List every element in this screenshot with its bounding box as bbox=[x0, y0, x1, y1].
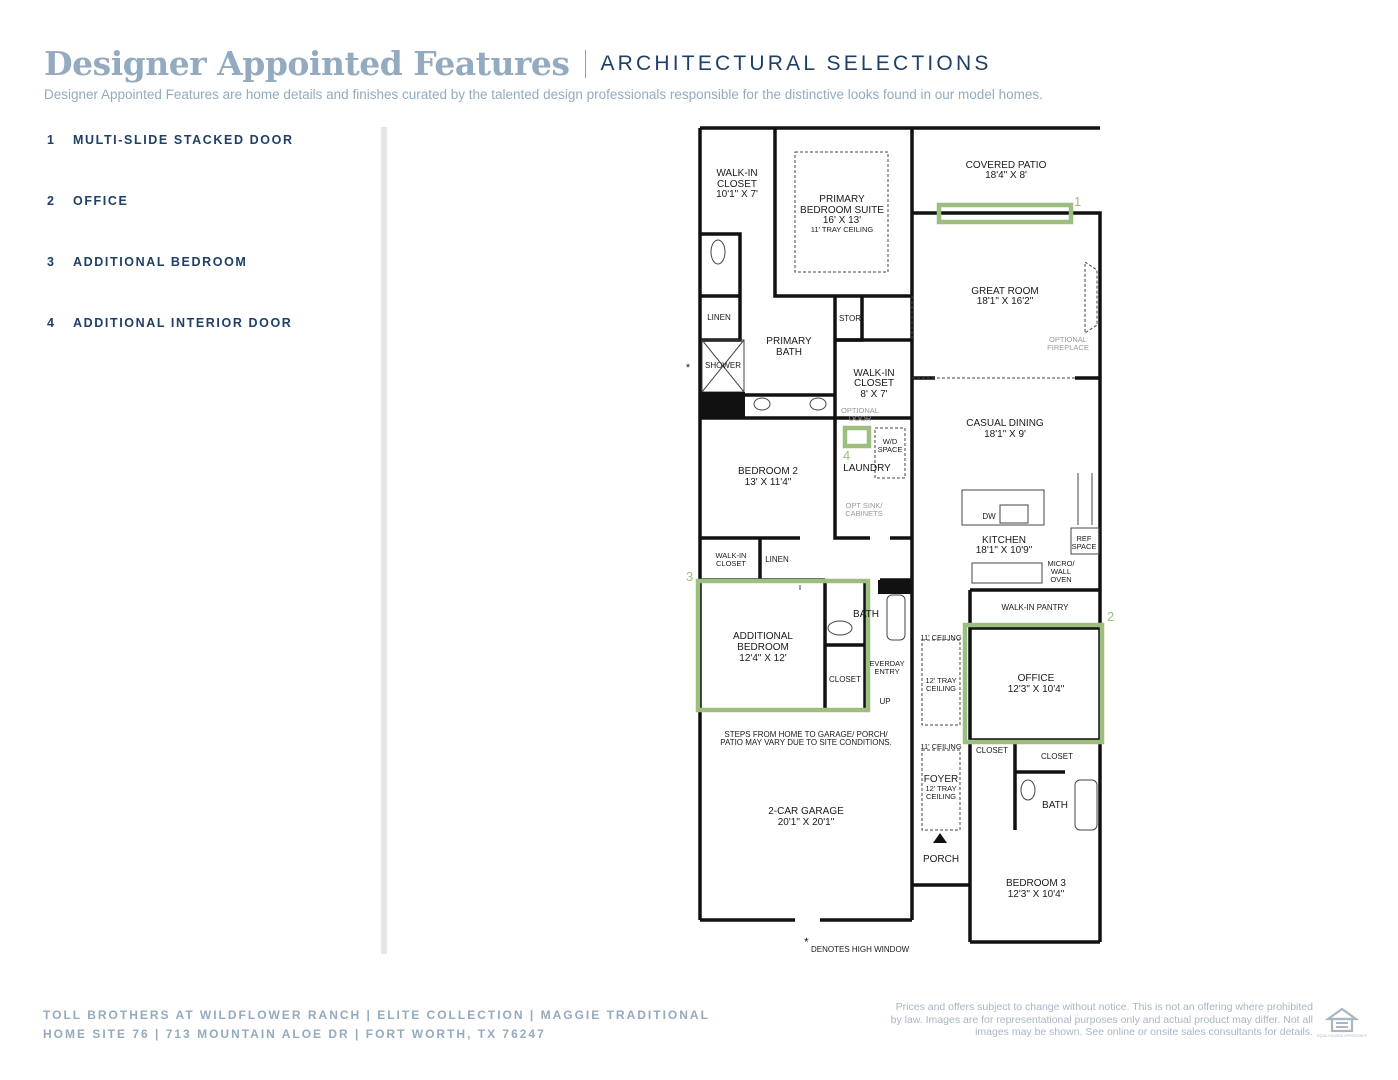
marker-4: 4 bbox=[843, 448, 851, 463]
room-label: 12'4" X 12' bbox=[739, 653, 787, 664]
room-label: COVERED PATIO bbox=[965, 160, 1047, 171]
title-separator bbox=[585, 50, 586, 78]
room-label: LINEN bbox=[707, 313, 731, 322]
room-label: PATIO MAY VARY DUE TO SITE CONDITIONS. bbox=[720, 738, 892, 747]
feature-list bbox=[47, 133, 294, 377]
room-label: CLOSET bbox=[1040, 752, 1074, 761]
room-label: 12' TRAY bbox=[925, 676, 957, 685]
room-label: CLOSET bbox=[828, 675, 862, 684]
footer-line-1: TOLL BROTHERS AT WILDFLOWER RANCH | ELITE COLLECTION | MAGGIE TRADITIONAL bbox=[43, 1008, 710, 1022]
room-label: WALK-IN PANTRY bbox=[1001, 603, 1069, 612]
room-label: 18'1" X 16'2" bbox=[976, 296, 1034, 307]
page-title: Designer Appointed Features bbox=[44, 44, 570, 83]
header bbox=[44, 44, 992, 83]
high-window-note: DENOTES HIGH WINDOW bbox=[811, 945, 910, 954]
room-label: 18'1" X 9' bbox=[984, 429, 1026, 440]
page-description: Designer Appointed Features are home details and finishes curated by the talented design professionals responsible for the distinctive looks found in our model homes. bbox=[44, 87, 1043, 102]
room-label: OPT SINK/ bbox=[845, 501, 883, 510]
footer-disclaimer: Prices and offers subject to change without notice. This is not an offering where prohibited by law. Images are for representational purposes only and actual product may differ. Not all images may be shown. See online or onsite sales consultants for details. bbox=[890, 1001, 1313, 1038]
plan-details bbox=[702, 152, 1099, 830]
feature-item bbox=[47, 194, 294, 255]
room-label: W/D bbox=[882, 437, 898, 446]
room-label: STEPS FROM HOME TO GARAGE/ PORCH/ bbox=[724, 730, 888, 739]
feature-number: 4 bbox=[47, 316, 56, 330]
room-label: CEILING bbox=[925, 684, 957, 693]
room-label: PRIMARY bbox=[819, 194, 865, 205]
room-label: BEDROOM 3 bbox=[1005, 878, 1067, 889]
room-label: MICRO/ bbox=[1047, 559, 1075, 568]
room-label: 12'3" X 10'4" bbox=[1007, 684, 1065, 695]
room-label: OFFICE bbox=[1017, 673, 1055, 684]
room-label: PORCH bbox=[922, 854, 960, 865]
room-label: REF bbox=[1076, 534, 1092, 543]
room-label: PRIMARY bbox=[766, 336, 812, 347]
room-label: EVERDAY bbox=[869, 659, 905, 668]
room-label: 13' X 11'4" bbox=[744, 477, 792, 488]
room-label: CLOSET bbox=[716, 179, 758, 190]
feature-number: 3 bbox=[47, 255, 56, 269]
room-label: BEDROOM bbox=[737, 642, 789, 653]
room-label: STOR bbox=[838, 314, 862, 323]
room-label: CLOSET bbox=[715, 559, 747, 568]
feature-label: MULTI-SLIDE STACKED DOOR bbox=[73, 133, 294, 147]
room-label: 8' X 7' bbox=[860, 389, 888, 400]
room-label: 2-CAR GARAGE bbox=[768, 806, 844, 817]
room-label: CLOSET bbox=[853, 378, 895, 389]
plan-shower-bench bbox=[700, 392, 745, 418]
room-label: * bbox=[685, 362, 691, 374]
room-label: BEDROOM SUITE bbox=[800, 205, 884, 216]
room-label: FIREPLACE bbox=[1047, 343, 1089, 352]
room-label: WALK-IN bbox=[853, 368, 895, 379]
plan-walls bbox=[700, 128, 1100, 942]
room-label: SHOWER bbox=[705, 361, 741, 370]
feature-label: ADDITIONAL BEDROOM bbox=[73, 255, 248, 269]
room-label: 18'1" X 10'9" bbox=[975, 545, 1033, 556]
room-label: BATH bbox=[1042, 800, 1068, 811]
room-label: BATH bbox=[853, 609, 879, 620]
room-label: CLOSET bbox=[975, 746, 1009, 755]
room-label: DW bbox=[982, 512, 996, 521]
plan-wall-block bbox=[878, 580, 912, 594]
room-label: OPTIONAL bbox=[1049, 335, 1087, 344]
feature-number: 1 bbox=[47, 133, 56, 147]
room-label: LAUNDRY bbox=[843, 463, 891, 474]
room-label: WALK-IN bbox=[716, 168, 758, 179]
room-label: ENTRY bbox=[874, 667, 900, 676]
floor-plan bbox=[680, 120, 1380, 970]
room-label: 20'1" X 20'1" bbox=[777, 817, 835, 828]
room-label: ADDITIONAL bbox=[732, 631, 794, 642]
room-label: CEILING bbox=[925, 792, 957, 801]
room-label: OVEN bbox=[1050, 575, 1072, 584]
room-label: SPACE bbox=[1071, 542, 1097, 551]
room-label: 10'1" X 7' bbox=[716, 189, 758, 200]
eho-text: EQUAL HOUSING OPPORTUNITY bbox=[1316, 1034, 1368, 1038]
room-label: CASUAL DINING bbox=[966, 418, 1044, 429]
high-window-asterisk: * bbox=[804, 935, 809, 949]
marker-3: 3 bbox=[686, 569, 694, 584]
footer-community bbox=[43, 1006, 710, 1044]
equal-housing-icon bbox=[1316, 1005, 1368, 1039]
room-label: FOYER bbox=[923, 774, 959, 785]
feature-item bbox=[47, 255, 294, 316]
marker-2: 2 bbox=[1107, 609, 1115, 624]
footer-line-2: HOME SITE 76 | 713 MOUNTAIN ALOE DR | FORT WORTH, TX 76247 bbox=[43, 1027, 546, 1041]
room-label: OPTIONAL bbox=[841, 406, 879, 415]
feature-number: 2 bbox=[47, 194, 56, 208]
feature-item bbox=[47, 316, 294, 377]
feature-item bbox=[47, 133, 294, 194]
room-label: 11' CEILING bbox=[920, 633, 962, 642]
room-label: GREAT ROOM bbox=[971, 286, 1039, 297]
room-label: WALK-IN bbox=[715, 551, 747, 560]
page-subtitle: ARCHITECTURAL SELECTIONS bbox=[600, 51, 992, 75]
room-label: 11' CEILING bbox=[920, 742, 962, 751]
feature-label: ADDITIONAL INTERIOR DOOR bbox=[73, 316, 293, 330]
room-label: KITCHEN bbox=[982, 535, 1026, 546]
room-label: BEDROOM 2 bbox=[737, 466, 799, 477]
room-label: 12' TRAY bbox=[925, 784, 957, 793]
room-label: DOOR bbox=[848, 414, 872, 423]
room-label: CABINETS bbox=[845, 509, 883, 518]
room-label: LINEN bbox=[765, 555, 789, 564]
marker-1: 1 bbox=[1074, 194, 1082, 209]
room-label: 16' X 13' bbox=[822, 215, 862, 226]
room-label: 11' TRAY CEILING bbox=[810, 225, 874, 234]
room-label: BATH bbox=[776, 347, 802, 358]
plan-entry-arrow bbox=[933, 833, 947, 843]
room-label: WALL bbox=[1050, 567, 1072, 576]
room-label: SPACE bbox=[877, 445, 903, 454]
room-label: UP bbox=[879, 697, 891, 706]
room-label: 12'3" X 10'4" bbox=[1007, 889, 1065, 900]
vertical-divider bbox=[381, 127, 387, 954]
room-label: 18'4" X 8' bbox=[985, 170, 1027, 181]
feature-label: OFFICE bbox=[73, 194, 129, 208]
